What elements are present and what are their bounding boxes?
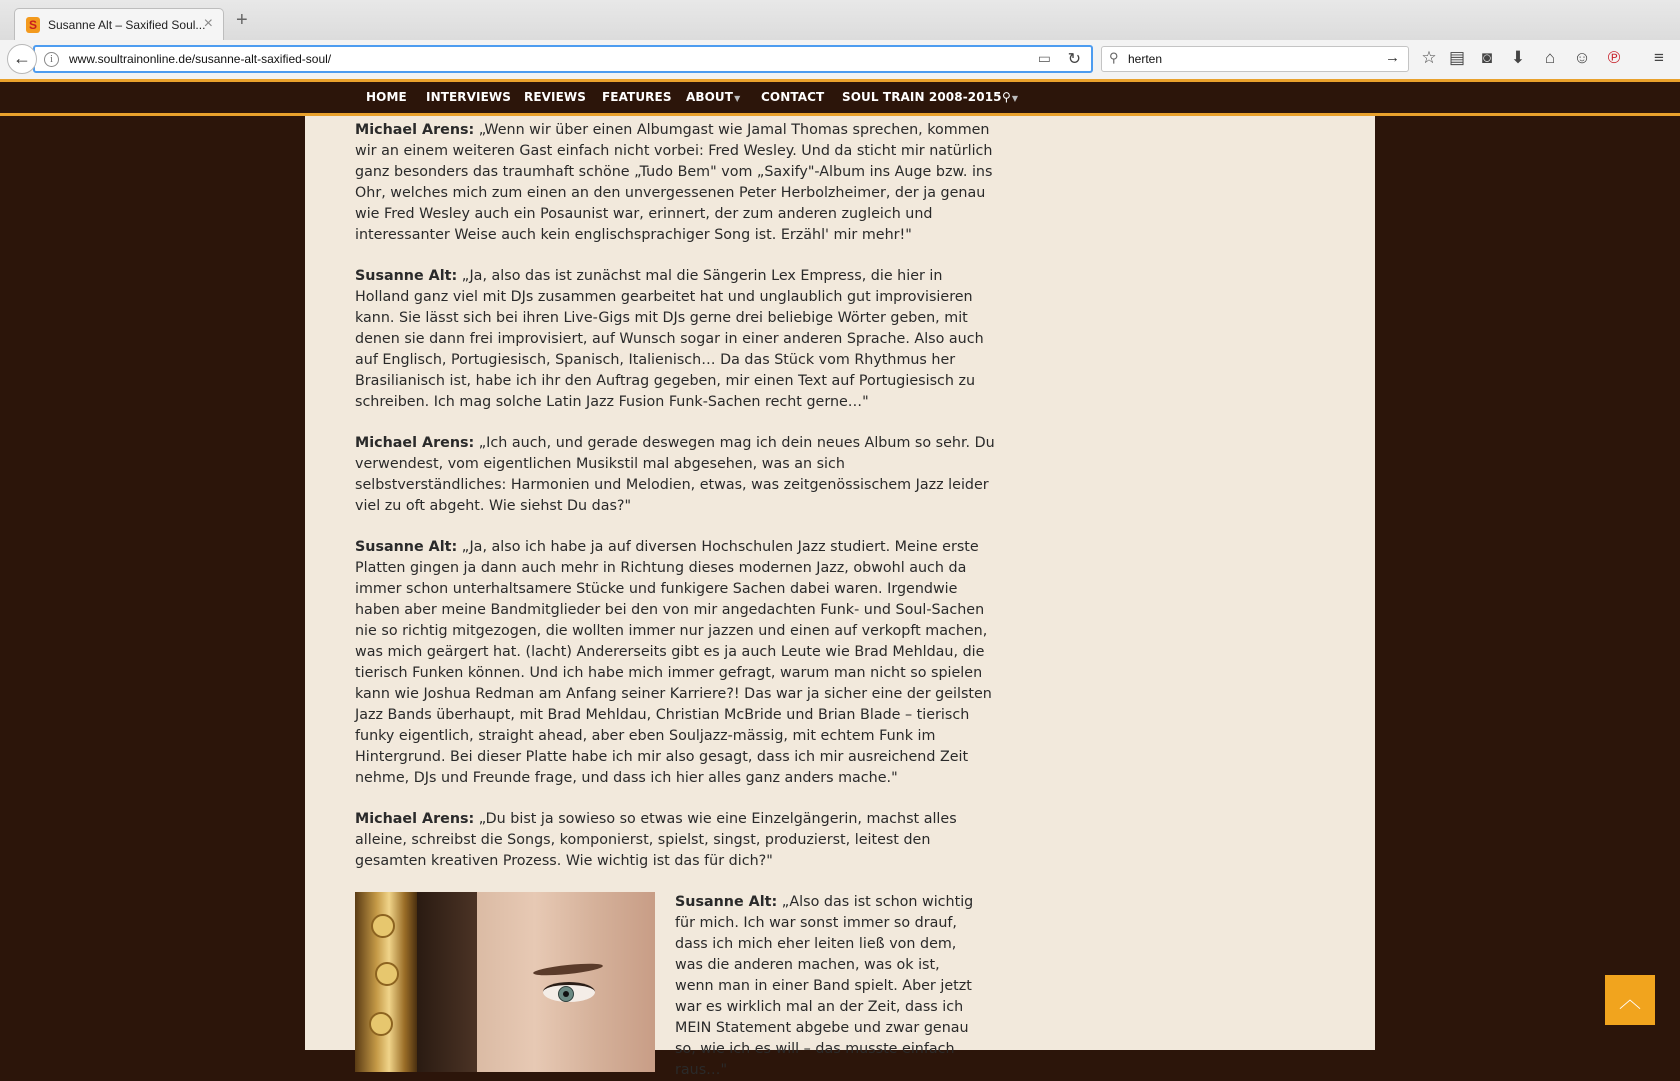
pocket-icon[interactable]: ◙ [1481,48,1493,67]
sax-key [375,962,399,986]
article-body [355,120,1000,892]
speaker-name: Michael Arens: [355,811,475,827]
speaker-name: Michael Arens: [355,435,475,451]
photo-side-paragraph [675,892,980,1081]
arrow-right-icon[interactable]: → [1385,49,1400,66]
download-icon[interactable]: ⬇ [1510,48,1526,67]
eyebrow-shape [533,961,604,977]
menu-item-home[interactable]: HOME [366,90,407,104]
sax-key [369,1012,393,1036]
artist-photo [355,892,655,1072]
interview-paragraph [355,537,1000,789]
plus-icon[interactable]: + [236,9,248,31]
search-icon: ⚲ [1109,50,1119,65]
smiley-icon[interactable]: ☺ [1573,48,1591,67]
reload-icon[interactable]: ↻ [1067,51,1081,68]
pinterest-icon[interactable]: ℗ [1607,48,1621,67]
eye-shape [543,982,595,1002]
clipboard-icon[interactable]: ▤ [1448,48,1466,67]
article-content [305,116,1375,1078]
chevron-up-icon: ︿ [1618,987,1641,1012]
hair-shape [417,892,477,1072]
favicon-icon: S [26,17,40,33]
star-icon[interactable]: ☆ [1421,48,1437,67]
address-bar[interactable] [33,45,1093,73]
paragraph-text: „Also das ist schon wichtig für mich. Ich war sonst immer so drauf, dass ich mich eher leiten ließ von dem, was die anderen machen, was ok ist, wenn man in einer Band spielt. Aber jetzt war es wirklich mal an der Zeit, dass ich MEIN Statement abgebe und zwar genau so, wie ich es will – das musste einfach raus…" [675,894,974,1078]
chevron-down-icon: ▼ [1011,94,1019,103]
menu-item-features[interactable]: FEATURES [602,90,672,104]
speaker-name: Susanne Alt: [355,539,458,555]
speaker-name: Michael Arens: [355,122,475,138]
search-icon: ⚲ [1002,90,1011,104]
paragraph-text: „Wenn wir über einen Albumgast wie Jamal Thomas sprechen, kommen wir an einem weiteren Gast einfach nicht vorbei: Fred Wesley. Und da sticht mir natürlich ganz besonders das traumhaft schöne „Tudo Bem" vom „Saxify"-Album ins Auge bzw. ins Ohr, welches mich zum einen an den unvergessenen Peter Herbolzheimer, der ja genau wie Fred Wesley auch ein Posaunist war, erinnert, der zum anderen zugleich und interessanter Weise auch kein englischsprachiger Song ist. Erzähl' mir mehr!" [355,122,993,243]
pupil-shape [563,991,569,997]
menu-item-contact[interactable]: CONTACT [761,90,825,104]
sax-key [371,914,395,938]
browser-tab[interactable] [14,8,224,40]
menu-item-interviews[interactable]: INTERVIEWS [426,90,511,104]
tab-title: Susanne Alt – Saxified Soul... [48,18,206,32]
interview-paragraph [355,433,1000,517]
paragraph-text: „Ja, also ich habe ja auf diversen Hochschulen Jazz studiert. Meine erste Platten gingen ja dann auch mehr in Richtung dieses modernen Jazz, obwohl auch da immer schon unterhaltsamere Stücke und funkigere Sachen dabei waren. Irgendwie haben aber meine Bandmitglieder bei den von mir angedachten Funk- und Soul-Sachen nie so richtig mitgezogen, die wollten immer nur jazzen und einen auf verkopft machen, was mich geärgert hat. (lacht) Andererseits gibt es ja auch Leute wie Brad Mehldau, die tierisch Funken können. Und ich habe mich immer gefragt, warum man nicht so spielen kann wie Joshua Redman am Anfang seiner Karriere?! Das war ja sicher eine der geilsten Jazz Bands überhaupt, mit Brad Mehldau, Christian McBride und Brian Blade – tierisch funky eigentlich, straight ahead, aber eben Souljazz-mässig, mit echtem Funk im Hintergrund. Bei dieser Platte habe ich mir also gesagt, dass ich mir ausreichend Zeit nehme, DJs und Freunde frage, und dass ich hier alles ganz anders mache." [355,539,992,786]
interview-paragraph [355,120,1000,246]
speaker-name: Susanne Alt: [355,268,458,284]
menu-item-about[interactable] [686,90,740,104]
home-icon[interactable]: ⌂ [1544,48,1556,67]
back-arrow-icon[interactable]: ← [7,44,37,74]
scroll-to-top-button[interactable] [1605,975,1655,1025]
tab-strip [0,0,1680,40]
menu-item-about-label: ABOUT [686,90,734,104]
search-input[interactable] [1101,46,1409,72]
menu-item-reviews[interactable]: REVIEWS [524,90,586,104]
reader-view-icon[interactable]: ▭ [1037,50,1051,66]
close-icon[interactable]: × [203,15,213,32]
interview-paragraph [355,266,1000,413]
interview-paragraph [355,809,1000,872]
url-text[interactable]: www.soultrainonline.de/susanne-alt-saxified-soul/ [69,52,332,66]
chevron-down-icon: ▼ [734,94,741,103]
paragraph-text: „Ich auch, und gerade deswegen mag ich dein neues Album so sehr. Du verwendest, vom eigentlichen Musikstil mal abgesehen, was an sich selbstverständliches: Harmonien und Melodien, etwas, was zeitgenössischem Jazz leider viel zu oft abgeht. Wie siehst Du das?" [355,435,995,514]
search-input-value[interactable]: herten [1128,52,1163,66]
navigation-toolbar [0,40,1680,80]
paragraph-text: „Du bist ja sowieso so etwas wie eine Einzelgängerin, machst alles alleine, schreibst die Songs, komponierst, spielst, singst, produzierst, leitest den gesamten kreativen Prozess. Wie wichtig ist das für dich?" [355,811,957,869]
site-menu [0,82,1680,116]
paragraph-text: „Ja, also das ist zunächst mal die Sängerin Lex Empress, die hier in Holland ganz viel mit DJs zusammen gearbeitet hat und unglaublich gut improvisieren kann. Sie lässt sich bei ihren Live-Gigs mit DJs gerne drei beliebige Wörter geben, mit denen sie dann frei improvisiert, auf Wunsch sogar in einer anderen Sprache. Also auch auf Englisch, Portugiesisch, Spanisch, Italienisch… Da das Stück vom Rhythmus her Brasilianisch ist, habe ich ihr den Auftrag gegeben, mir einen Text auf Portugiesisch zu schreiben. Ich mag solche Latin Jazz Fusion Funk-Sachen recht gerne…" [355,268,984,410]
speaker-name: Susanne Alt: [675,894,778,910]
menu-item-soul-train[interactable]: SOUL TRAIN 2008-2015 [842,90,1002,104]
iris-shape [558,986,574,1002]
saxophone-image [355,892,417,1072]
hamburger-menu-icon[interactable]: ≡ [1654,48,1664,67]
menu-search[interactable] [1002,90,1018,104]
info-icon[interactable]: i [44,52,59,67]
